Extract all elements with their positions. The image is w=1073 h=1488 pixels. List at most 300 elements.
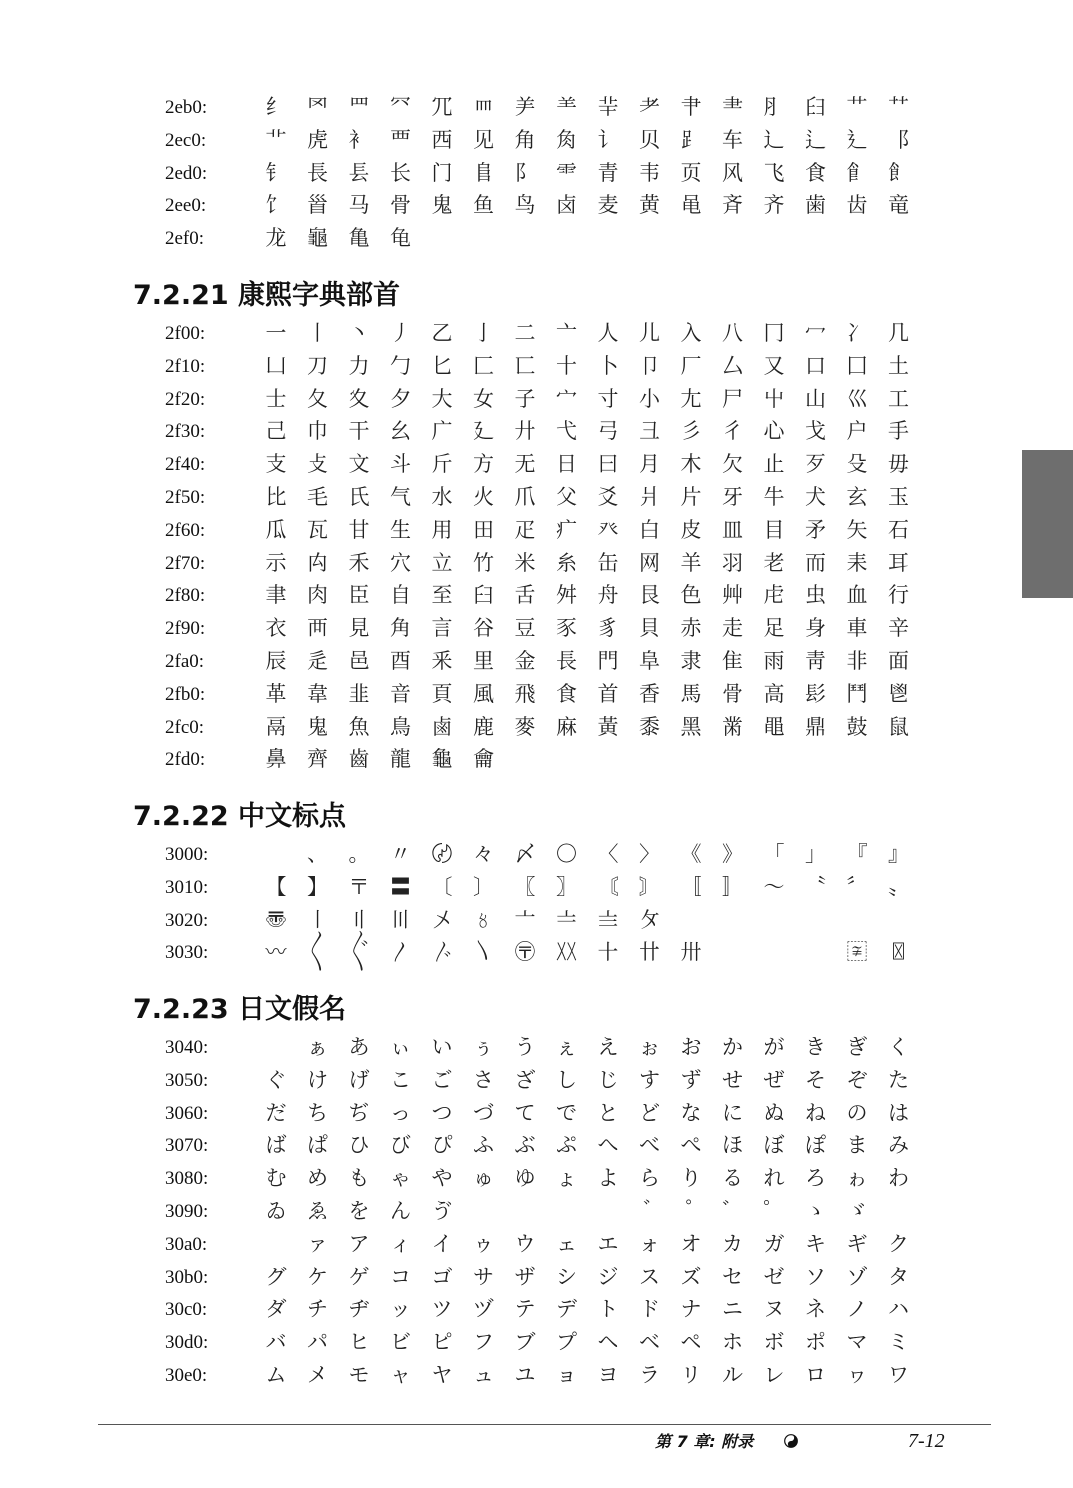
glyph-cell: フ (473, 1330, 494, 1355)
code-point-label: 2ef0: (165, 228, 205, 250)
glyph-cell: ⺴ (431, 95, 453, 119)
table-row (0, 1228, 1000, 1261)
glyph-cell: ⼾ (846, 419, 868, 444)
glyph-cell: ⽵ (473, 550, 494, 575)
glyph-cell: ⾈ (597, 583, 619, 608)
glyph-cell: 〚 (680, 874, 702, 899)
glyph-cell: ⺺ (680, 95, 702, 119)
glyph-cell: ⾿ (888, 681, 909, 706)
glyph-cell: ⾬ (763, 649, 785, 673)
glyph-cell: 〓 (390, 874, 411, 899)
glyph-cell: 〴 (431, 940, 453, 965)
glyph-cell (674, 1195, 708, 1228)
glyph-cell: ⾾ (846, 681, 868, 706)
glyph-cell: ⽤ (431, 517, 453, 542)
glyph-cell: ⽎ (846, 452, 868, 477)
glyph-cell: ャ (390, 1363, 411, 1387)
glyph-cell: ⺿ (888, 95, 909, 119)
code-point-label: 3030: (165, 942, 209, 964)
glyph-cell: ⼲ (348, 419, 370, 444)
glyph-cell: ⽪ (680, 517, 702, 542)
glyph-cell: ェ (556, 1231, 577, 1256)
glyph-cell: ⽚ (680, 485, 702, 509)
glyph-cell: も (348, 1166, 370, 1191)
glyph-cell: ⿕ (473, 747, 494, 772)
table-row (0, 157, 1000, 190)
glyph-cell: ⾸ (597, 681, 619, 706)
glyph-cell: く (888, 1035, 909, 1059)
glyph-cell: キ (805, 1231, 826, 1256)
glyph-cell: ォ (639, 1231, 660, 1256)
glyph-cell: ワ (888, 1363, 909, 1387)
glyph-cell: グ (265, 1264, 287, 1289)
glyph-cell: ⾲ (348, 681, 370, 706)
glyph-cell: パ (307, 1330, 328, 1355)
glyph-cell: ⼃ (390, 321, 411, 345)
glyph-cell: ⿀ (265, 714, 287, 739)
glyph-cell: 〹 (639, 940, 660, 965)
glyph-cell: ⾗ (556, 616, 577, 641)
glyph-cell: ⻞ (846, 160, 868, 185)
glyph-cell: 〧 (556, 907, 577, 932)
glyph-cell: ッ (390, 1297, 411, 1322)
glyph-cell: た (888, 1067, 909, 1092)
glyph-cell: し (556, 1067, 577, 1092)
code-point-label: 2f60: (165, 519, 206, 541)
code-point-label: 2f50: (165, 487, 206, 508)
footer-rule (98, 1424, 991, 1425)
glyph-cell: ⾮ (846, 649, 868, 673)
glyph-cell: 〈 (597, 842, 619, 866)
glyph-cell: び (390, 1133, 411, 1158)
glyph-cell: ボ (763, 1330, 785, 1355)
glyph-cell: ベ (639, 1330, 660, 1355)
glyph-cell: 〱 (307, 940, 328, 965)
glyph-cell: ぅ (473, 1035, 494, 1059)
glyph-cell: ふ (473, 1133, 494, 1158)
glyph-cell: ⽌ (763, 452, 785, 477)
glyph-cell: 〺 (680, 940, 702, 965)
glyph-cell: ペ (680, 1330, 702, 1355)
glyph-cell: ⻁ (307, 127, 328, 152)
glyph-cell: ぢ (348, 1100, 370, 1125)
glyph-cell: ゔ (431, 1199, 453, 1223)
glyph-cell: ジ (597, 1264, 619, 1289)
glyph-cell: む (265, 1166, 287, 1191)
glyph-cell: 〲 (348, 940, 370, 965)
glyph-cell: プ (556, 1330, 577, 1355)
glyph-cell: ⼻ (722, 419, 743, 444)
section-heading: 7.2.21 康熙字典部首 (133, 280, 401, 311)
glyph-cell: ⽥ (473, 517, 494, 542)
glyph-cell: ⼋ (722, 321, 743, 345)
glyph-cell: ⼱ (307, 419, 328, 444)
glyph-cell: ひ (348, 1133, 370, 1158)
glyph-cell: ⼘ (597, 353, 619, 378)
glyph-cell: ⽦ (514, 517, 536, 542)
table-row (0, 904, 1000, 937)
glyph-cell: ⾨ (597, 649, 619, 673)
glyph-cell: 〶 (514, 940, 536, 965)
glyph-cell: 〳 (390, 940, 411, 965)
glyph-cell: ⻩ (639, 193, 660, 218)
glyph-cell: ぃ (390, 1035, 411, 1059)
glyph-cell: ⿒ (348, 747, 370, 772)
glyph-cell: ⾽ (805, 681, 826, 706)
glyph-cell: ⽖ (514, 485, 536, 509)
glyph-cell: ⽷ (556, 550, 577, 575)
glyph-cell: り (680, 1166, 702, 1191)
glyph-cell: ぱ (307, 1133, 328, 1158)
glyph-cell: ⽭ (805, 517, 826, 542)
glyph-cell: ⼕ (473, 353, 494, 378)
glyph-cell: ⽐ (265, 485, 287, 509)
glyph-cell: ⻌ (763, 127, 785, 152)
glyph-cell: 〜 (763, 874, 785, 899)
glyph-cell: カ (722, 1231, 743, 1256)
code-point-label: 30c0: (165, 1299, 208, 1321)
glyph-cell: 〖 (514, 874, 536, 899)
glyph-cell: て (514, 1100, 536, 1125)
glyph-cell: ド (639, 1297, 660, 1322)
glyph-cell: ⾑ (307, 616, 328, 641)
glyph-cell: ⾓ (390, 616, 411, 641)
glyph-cell: 〵 (473, 940, 494, 965)
glyph-cell: ィ (390, 1231, 411, 1256)
table-row (0, 383, 1000, 416)
code-point-label: 3050: (165, 1069, 209, 1091)
glyph-cell: ど (639, 1100, 660, 1125)
glyph-cell: 〇 (556, 842, 577, 866)
glyph-cell: ぉ (639, 1035, 660, 1059)
glyph-cell: 〆 (514, 842, 536, 866)
glyph-cell: ツ (431, 1297, 453, 1322)
glyph-cell: よ (597, 1166, 619, 1191)
glyph-cell: ⼚ (680, 353, 702, 378)
glyph-cell: ⽳ (390, 550, 411, 575)
glyph-cell: い (431, 1035, 453, 1059)
glyph-cell: ヌ (763, 1297, 785, 1322)
glyph-cell: ギ (846, 1231, 868, 1256)
glyph-cell: ⾟ (888, 616, 909, 641)
glyph-cell: ⽹ (639, 550, 660, 575)
glyph-cell: 「 (763, 842, 785, 866)
glyph-cell: ⾠ (265, 649, 287, 673)
glyph-cell: ク (888, 1231, 909, 1256)
glyph-cell: ⾍ (805, 583, 826, 608)
glyph-cell: ⾫ (722, 649, 743, 673)
glyph-cell: ⽾ (846, 550, 868, 575)
glyph-cell: め (307, 1166, 328, 1191)
glyph-cell: ⿐ (265, 747, 287, 772)
table-row (0, 514, 1000, 547)
glyph-cell: イ (431, 1231, 453, 1256)
glyph-cell: コ (390, 1264, 411, 1289)
table-row (0, 547, 1000, 580)
glyph-cell: の (846, 1100, 868, 1125)
glyph-cell: ⻖ (514, 160, 536, 185)
glyph-cell: は (888, 1100, 909, 1125)
glyph-cell: タ (888, 1264, 909, 1289)
glyph-cell: ⽝ (805, 485, 826, 509)
glyph-cell: ⺽ (805, 95, 826, 119)
glyph-cell: ゞ (846, 1199, 868, 1223)
glyph-cell: 〃 (390, 842, 411, 866)
glyph-cell: ⽓ (390, 485, 411, 509)
glyph-cell: ゃ (390, 1166, 411, 1191)
glyph-cell: ガ (763, 1231, 785, 1256)
code-point-label: 2fa0: (165, 651, 205, 672)
code-point-label: 3080: (165, 1168, 209, 1190)
glyph-cell: 〠 (265, 907, 287, 932)
table-row (0, 415, 1000, 448)
code-point-label: 30b0: (165, 1266, 209, 1288)
glyph-cell: 〾 (846, 940, 868, 965)
glyph-cell: ん (390, 1199, 411, 1223)
glyph-cell: ⼙ (639, 353, 660, 378)
glyph-cell: ⻱ (307, 226, 328, 251)
glyph-cell: ⻣ (390, 193, 411, 218)
glyph-cell: サ (473, 1264, 494, 1289)
glyph-cell: ⻉ (639, 127, 660, 152)
glyph-cell: ⼺ (680, 419, 702, 444)
glyph-cell: ⻐ (265, 160, 287, 185)
glyph-cell: ⽏ (888, 452, 909, 477)
glyph-cell: ⼞ (846, 353, 868, 378)
glyph-cell: だ (265, 1100, 287, 1125)
glyph-cell: メ (307, 1363, 328, 1387)
glyph-cell: ⽯ (888, 517, 909, 542)
glyph-cell: ぞ (846, 1067, 868, 1092)
glyph-cell: ⽬ (763, 517, 785, 542)
glyph-cell: ⾇ (556, 583, 577, 608)
glyph-cell: チ (307, 1297, 328, 1322)
glyph-cell: ⿇ (556, 714, 577, 739)
glyph-cell: 〢 (348, 907, 370, 932)
code-point-label: 30a0: (165, 1233, 208, 1255)
glyph-cell: ⾁ (307, 583, 328, 608)
glyph-cell: ぁ (307, 1035, 328, 1059)
glyph-cell: ⽶ (514, 550, 536, 575)
glyph-cell: お (680, 1035, 702, 1059)
glyph-cell: ⺰ (265, 95, 287, 119)
glyph-cell: ⾣ (390, 649, 411, 673)
glyph-cell: ⻢ (348, 193, 370, 218)
glyph-cell: ノ (846, 1297, 868, 1322)
glyph-cell: 〩 (639, 907, 660, 932)
glyph-cell: ⻛ (722, 160, 743, 185)
glyph-cell: ⽒ (348, 485, 370, 509)
glyph-cell: ⾱ (307, 681, 328, 706)
glyph-cell: ゴ (431, 1264, 453, 1289)
glyph-cell: ⼽ (805, 419, 826, 444)
glyph-cell: ⾚ (680, 616, 702, 641)
glyph-cell: ⿓ (390, 747, 411, 772)
glyph-cell: ⻂ (348, 127, 370, 152)
glyph-cell: 《 (680, 842, 702, 866)
glyph-cell: ⾅ (473, 583, 494, 608)
glyph-cell: ⽃ (390, 452, 411, 477)
glyph-cell: ⽉ (639, 452, 660, 477)
code-point-label: 3010: (165, 876, 209, 898)
glyph-cell: ⾶ (514, 681, 536, 706)
glyph-cell: づ (473, 1100, 494, 1125)
glyph-cell (633, 1195, 667, 1228)
glyph-cell: ⻫ (722, 193, 743, 218)
glyph-cell: う (514, 1035, 536, 1059)
glyph-cell: ⻧ (556, 193, 577, 218)
glyph-cell: ⽂ (348, 452, 370, 477)
glyph-cell: ⽆ (514, 452, 536, 477)
glyph-cell: と (597, 1100, 619, 1125)
glyph-cell: ブ (514, 1330, 536, 1355)
glyph-cell: ⾰ (265, 681, 287, 706)
glyph-cell: ⼼ (763, 419, 785, 444)
glyph-cell: 〟 (888, 874, 909, 899)
glyph-cell: ⼤ (431, 386, 453, 411)
glyph-cell: ⽡ (307, 517, 328, 542)
glyph-cell: さ (473, 1067, 494, 1092)
glyph-cell: ⾖ (514, 616, 536, 641)
glyph-cell: ⾩ (639, 649, 660, 673)
glyph-cell: ⻠ (265, 193, 287, 218)
glyph-cell: ⿁ (307, 714, 328, 739)
glyph-cell: ⺶ (514, 95, 536, 119)
code-point-label: 3040: (165, 1037, 209, 1058)
glyph-cell: 〝 (805, 874, 826, 899)
glyph-cell: ⿅ (473, 714, 494, 739)
glyph-cell: ⽛ (722, 485, 743, 509)
glyph-cell: ⾂ (348, 583, 370, 608)
glyph-cell: ⻤ (431, 193, 453, 218)
glyph-cell: ⺲ (348, 95, 370, 119)
glyph-cell: ⼿ (888, 419, 909, 444)
glyph-cell: ⽘ (597, 485, 619, 509)
glyph-cell: ⻙ (639, 160, 660, 185)
glyph-cell: 』 (888, 842, 909, 866)
glyph-cell: ロ (805, 1363, 826, 1387)
glyph-cell: ゅ (473, 1166, 494, 1191)
glyph-cell: ⻃ (390, 127, 411, 152)
glyph-cell: ⼩ (639, 386, 660, 411)
glyph-cell: ⼵ (473, 419, 494, 444)
glyph-cell: ム (265, 1363, 287, 1387)
glyph-cell: ⽰ (265, 550, 287, 575)
glyph-cell: 」 (805, 842, 826, 866)
glyph-cell: ⽀ (265, 452, 287, 477)
glyph-cell: 〞 (846, 874, 868, 899)
glyph-cell: ⼨ (597, 386, 619, 411)
section-heading: 7.2.23 日文假名 (133, 994, 347, 1025)
glyph-cell: ポ (805, 1330, 826, 1355)
table-row (0, 871, 1000, 904)
glyph-cell: ⾐ (265, 616, 287, 641)
code-point-label: 2fd0: (165, 749, 206, 771)
glyph-cell: ⻮ (846, 193, 868, 218)
glyph-cell: ⻏ (888, 127, 909, 152)
table-row (0, 1326, 1000, 1359)
glyph-cell: じ (597, 1067, 619, 1092)
glyph-cell: ヒ (348, 1330, 370, 1355)
glyph-cell: ⻀ (265, 127, 287, 152)
glyph-cell: れ (763, 1166, 785, 1191)
glyph-cell: ⿃ (390, 714, 411, 739)
glyph-cell: ⽄ (431, 452, 453, 477)
glyph-cell: つ (431, 1100, 453, 1125)
glyph-cell: ⼜ (763, 353, 785, 378)
glyph-cell: 》 (722, 842, 743, 866)
glyph-cell: ュ (473, 1363, 494, 1387)
glyph-cell: ⻚ (680, 160, 702, 185)
table-row (0, 711, 1000, 744)
glyph-cell: き (805, 1035, 826, 1059)
glyph-cell: ⻬ (763, 193, 785, 218)
glyph-cell: ⽮ (846, 517, 868, 542)
glyph-cell: ⺳ (390, 95, 411, 119)
glyph-cell: ⼁ (307, 321, 328, 345)
glyph-cell: 〤 (431, 907, 453, 932)
glyph-cell: ら (639, 1166, 660, 1191)
glyph-cell: ょ (556, 1166, 577, 1191)
glyph-cell: ⼄ (431, 321, 453, 345)
glyph-cell: ゐ (265, 1199, 287, 1223)
glyph-cell: け (307, 1067, 328, 1092)
glyph-cell: あ (348, 1035, 370, 1059)
glyph-cell: テ (514, 1297, 536, 1322)
glyph-cell: レ (763, 1363, 785, 1387)
glyph-cell: ⻓ (390, 160, 411, 185)
glyph-cell: わ (888, 1166, 909, 1191)
glyph-cell: ケ (307, 1264, 328, 1289)
table-row (0, 1359, 1000, 1392)
glyph-cell: シ (556, 1264, 577, 1289)
glyph-cell: ⼎ (846, 321, 868, 345)
glyph-cell: ⼓ (390, 353, 411, 378)
glyph-cell: ⽴ (431, 550, 453, 575)
glyph-cell: ⺸ (597, 95, 619, 119)
glyph-cell: ⼯ (888, 386, 909, 411)
glyph-cell: ⾳ (390, 681, 411, 706)
glyph-cell: ⾷ (556, 681, 577, 706)
glyph-cell: 〄 (431, 842, 453, 866)
glyph-cell: ⼑ (307, 353, 328, 378)
glyph-cell: ⻦ (514, 193, 536, 218)
glyph-cell: ⽗ (556, 485, 577, 509)
glyph-cell: 〔 (431, 874, 453, 899)
glyph-cell: ⾹ (639, 681, 660, 706)
glyph-cell: ⻈ (597, 127, 619, 152)
glyph-cell: 。 (348, 842, 370, 866)
glyph-cell: ね (805, 1100, 826, 1125)
glyph-cell: ゎ (846, 1166, 868, 1191)
glyph-cell: ⼝ (805, 353, 826, 378)
glyph-cell: ざ (514, 1067, 536, 1092)
glyph-cell: ⾤ (431, 649, 453, 673)
glyph-cell: ⼌ (763, 321, 785, 345)
glyph-cell: ぺ (680, 1133, 702, 1158)
glyph-cell: ⼭ (805, 386, 826, 411)
glyph-cell: ⼀ (265, 321, 287, 345)
glyph-cell: ⽈ (597, 452, 619, 477)
glyph-cell: ⻒ (348, 160, 370, 185)
glyph-cell: 『 (846, 842, 868, 866)
glyph-cell: 〡 (307, 907, 328, 932)
glyph-cell: ⼟ (888, 353, 909, 378)
glyph-cell: ゼ (763, 1264, 785, 1289)
glyph-cell: ⻳ (390, 226, 411, 251)
glyph-cell: ⾼ (763, 681, 785, 706)
glyph-cell: ⼉ (639, 321, 660, 345)
